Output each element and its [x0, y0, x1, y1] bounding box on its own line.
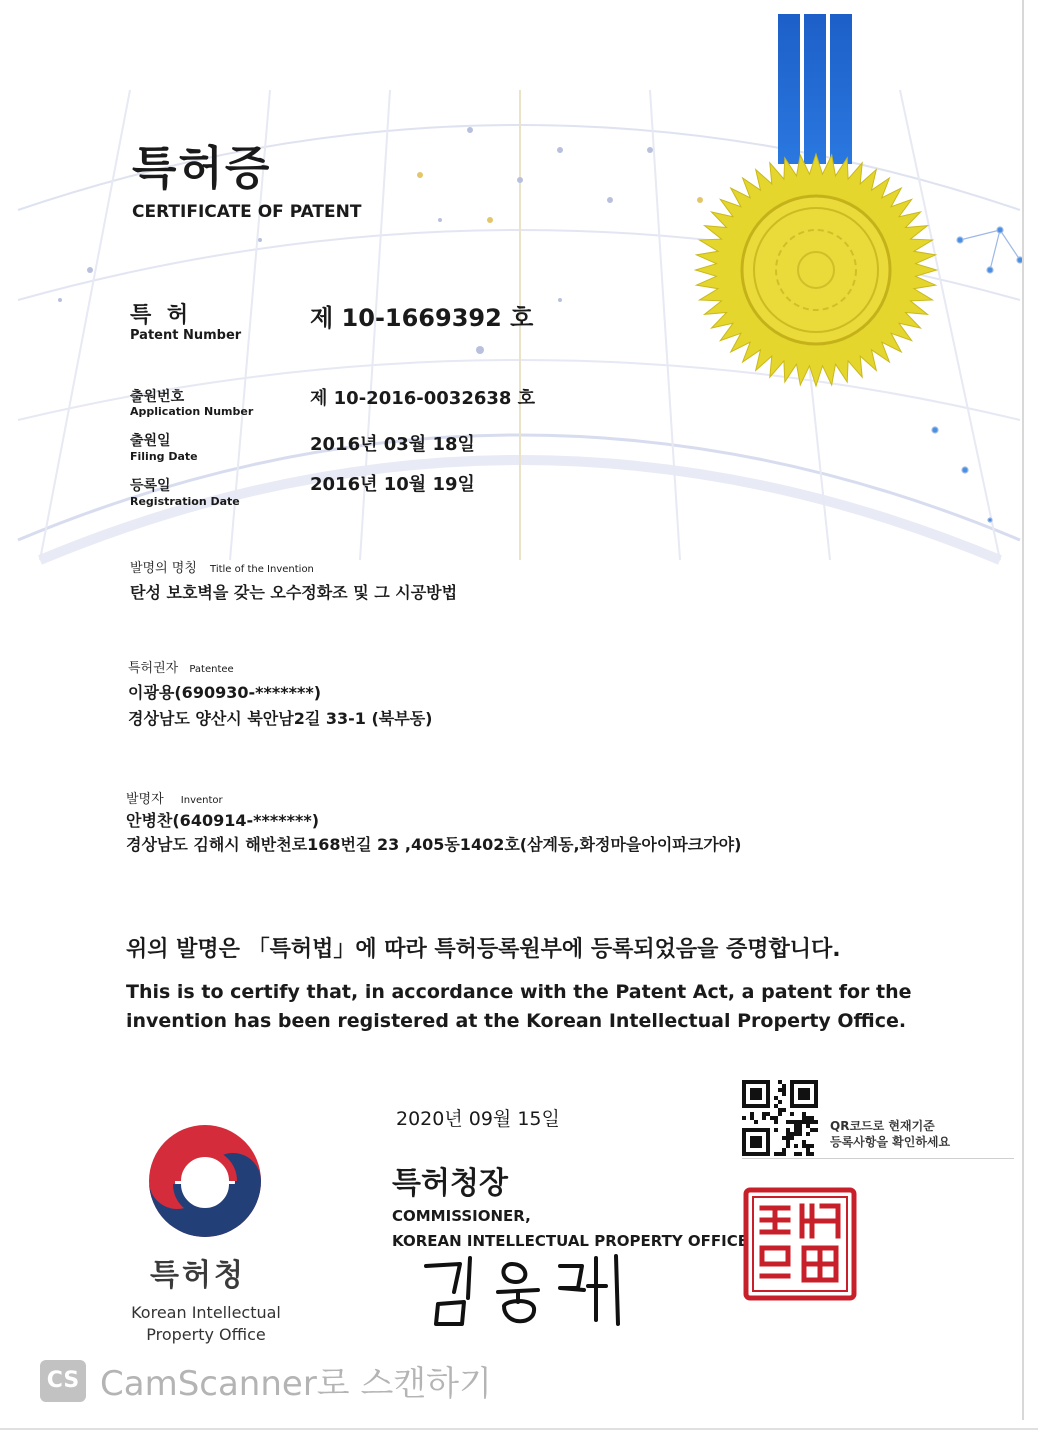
registration-date-label-en: Registration Date [130, 495, 240, 508]
ribbon-left [778, 14, 800, 164]
patent-number-label-ko: 특 허 [130, 303, 193, 328]
application-number-value: 제 10-2016-0032638 호 [310, 388, 536, 409]
commissioner-title-en-line2: KOREAN INTELLECTUAL PROPERTY OFFICE [392, 1232, 749, 1250]
invention-label [130, 557, 314, 576]
invention-label-en: Title of the Invention [210, 564, 314, 575]
invention-label-ko: 발명의 명칭 [130, 561, 197, 576]
commissioner-signature [420, 1252, 630, 1332]
qr-note-line2: 등록사항을 확인하세요 [830, 1135, 951, 1149]
patent-number-label-en: Patent Number [130, 328, 242, 343]
qr-note [830, 1118, 950, 1150]
patentee-label [128, 657, 234, 676]
commissioner-title-ko: 특허청장 [392, 1166, 508, 1201]
camscanner-watermark [40, 1356, 492, 1405]
registration-date-label-ko: 등록일 [130, 478, 171, 494]
kipo-name-en: Korean Intellectual Property Office [131, 1303, 281, 1344]
patentee-name: 이광용(690930-*******) [128, 683, 322, 702]
inventor-label [126, 788, 223, 807]
patentee-address: 경상남도 양산시 북안남2길 33-1 (북부동) [128, 709, 433, 728]
inventor-address: 경상남도 김해시 해반천로168번길 23 ,405동1402호(삼계동,화정마을아이파크가야) [126, 835, 742, 854]
ribbon-middle [804, 14, 826, 164]
scan-edge-right [1022, 0, 1024, 1420]
patent-number-value: 제 10-1669392 호 [310, 304, 534, 332]
gold-seal [692, 152, 940, 388]
application-number-label-en: Application Number [130, 405, 254, 418]
certificate-title-en: CERTIFICATE OF PATENT [132, 202, 362, 222]
official-red-stamp [742, 1186, 858, 1302]
inventor-label-ko: 발명자 [126, 792, 164, 807]
inventor-label-en: Inventor [180, 795, 223, 806]
ribbon-right [830, 14, 852, 164]
patentee-label-en: Patentee [189, 664, 234, 675]
camscanner-text: CamScanner로 스캔하기 [100, 1364, 492, 1404]
filing-date-value: 2016년 03월 18일 [310, 434, 475, 455]
application-number-label-ko: 출원번호 [130, 389, 185, 405]
issue-date: 2020년 09월 15일 [396, 1108, 560, 1130]
registration-date-value: 2016년 10월 19일 [310, 474, 475, 495]
filing-date-label-ko: 출원일 [130, 433, 171, 449]
invention-title: 탄성 보호벽을 갖는 오수정화조 및 그 시공방법 [130, 583, 458, 602]
filing-date-label-en: Filing Date [130, 450, 198, 463]
camscanner-badge: CS [40, 1360, 86, 1402]
qr-note-line1: QR코드로 현재기준 [830, 1119, 935, 1133]
scan-edge-bottom [0, 1428, 1038, 1430]
kipo-name-ko: 특허청 [150, 1258, 246, 1293]
statement-en: This is to certify that, in accordance with the Patent Act, a patent for the invention has been registered at the Korean Intellectual Property Office. [126, 981, 912, 1032]
qr-code-icon [742, 1080, 818, 1156]
commissioner-title-en [392, 1204, 748, 1254]
certificate-title-ko: 특허증 [132, 141, 272, 195]
inventor-name: 안병찬(640914-*******) [126, 811, 320, 830]
commissioner-title-en-line1: COMMISSIONER, [392, 1207, 531, 1225]
patentee-label-ko: 특허권자 [128, 661, 179, 676]
statement-ko: 위의 발명은 「특허법」에 따라 특허등록원부에 등록되었음을 증명합니다. [126, 937, 841, 962]
qr-divider [742, 1158, 1014, 1159]
kipo-taegeuk-logo [146, 1122, 264, 1240]
